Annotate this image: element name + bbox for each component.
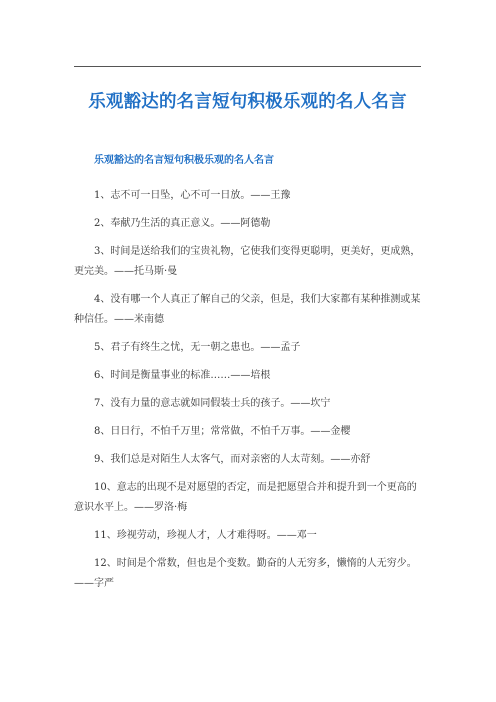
- header-rule: [74, 66, 421, 67]
- quote-item: 11、珍视劳动，珍视人才，人才难得呀。——邓一: [94, 530, 317, 541]
- quote-item: 2、奉献乃生活的真正意义。——阿德勒: [94, 218, 271, 229]
- quote-item: 8、日日行，不怕千万里；常常做，不怕千万事。——金樱: [94, 426, 351, 437]
- quote-item: 12、时间是个常数，但也是个变数。勤奋的人无穷多，懒惰的人无穷少。——字严: [74, 558, 417, 589]
- quote-item: 3、时间是送给我们的宝贵礼物，它使我们变得更聪明，更美好，更成熟，更完美。——托马斯·曼: [74, 246, 421, 277]
- quote-item: 10、意志的出现不是对愿望的否定，而是把愿望合并和提升到一个更高的意识水平上。——罗洛·梅: [74, 482, 417, 513]
- quote-item: 1、志不可一日坠，心不可一日放。——王豫: [94, 190, 291, 201]
- quote-item: 6、时间是衡量事业的标准……——培根: [94, 370, 271, 381]
- quote-item: 9、我们总是对陌生人太客气，而对亲密的人太苛刻。——亦舒: [94, 454, 371, 465]
- section-heading: 乐观豁达的名言短句积极乐观的名人名言: [94, 155, 274, 166]
- quote-item: 5、君子有终生之忧，无一朝之患也。——孟子: [94, 342, 301, 353]
- document-title: 乐观豁达的名言短句积极乐观的名人名言: [88, 92, 407, 112]
- quote-item: 7、没有力量的意志就如同假装士兵的孩子。——坎宁: [94, 398, 331, 409]
- quote-item: 4、没有哪一个人真正了解自己的父亲，但是，我们大家都有某种推测或某种信任。——米南德: [74, 294, 421, 325]
